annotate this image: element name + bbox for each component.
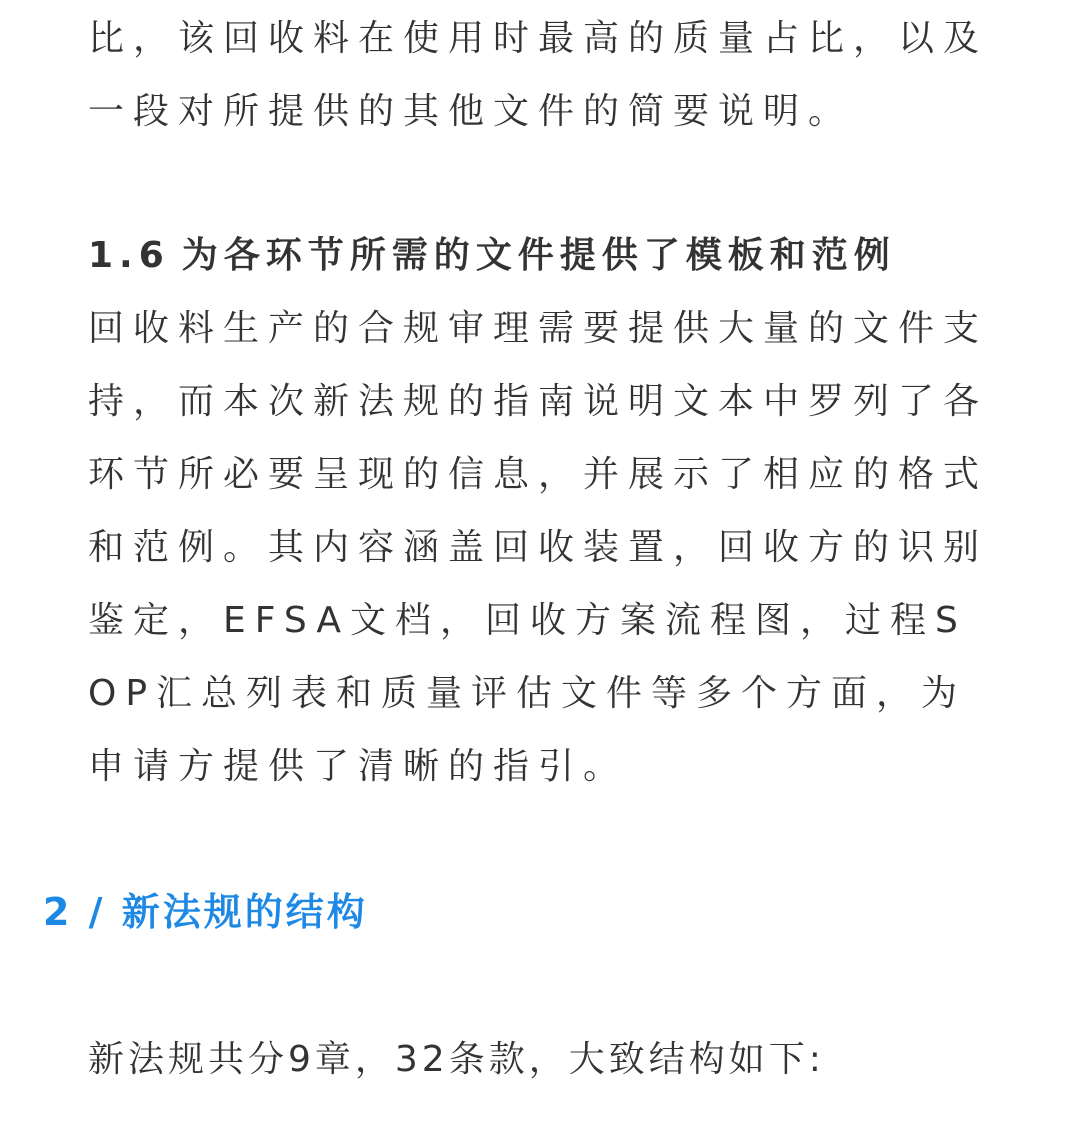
subsection-heading-1-6 xyxy=(88,219,896,292)
section-2-intro: 新法规共分9章，32条款，大致结构如下: xyxy=(88,1039,825,1080)
subsection-title: 为各环节所需的文件提供了模板和范例 xyxy=(181,235,896,276)
section-heading-2: 2 / 新法规的结构 xyxy=(43,890,368,934)
subsection-body-1-6: 回收料生产的合规审理需要提供大量的文件支持，而本次新法规的指南说明文本中罗列了各环节所必要呈现的信息，并展示了相应的格式和范例。其内容涵盖回收装置，回收方的识别鉴定，EFSA文档，回收方案流程图，过程SOP汇总列表和质量评估文件等多个方面，为申请方提供了清晰的指引。 xyxy=(88,308,989,787)
paragraph-continuation: 比，该回收料在使用时最高的质量占比，以及一段对所提供的其他文件的简要说明。 xyxy=(88,18,989,132)
subsection-number: 1.6 xyxy=(88,235,170,276)
